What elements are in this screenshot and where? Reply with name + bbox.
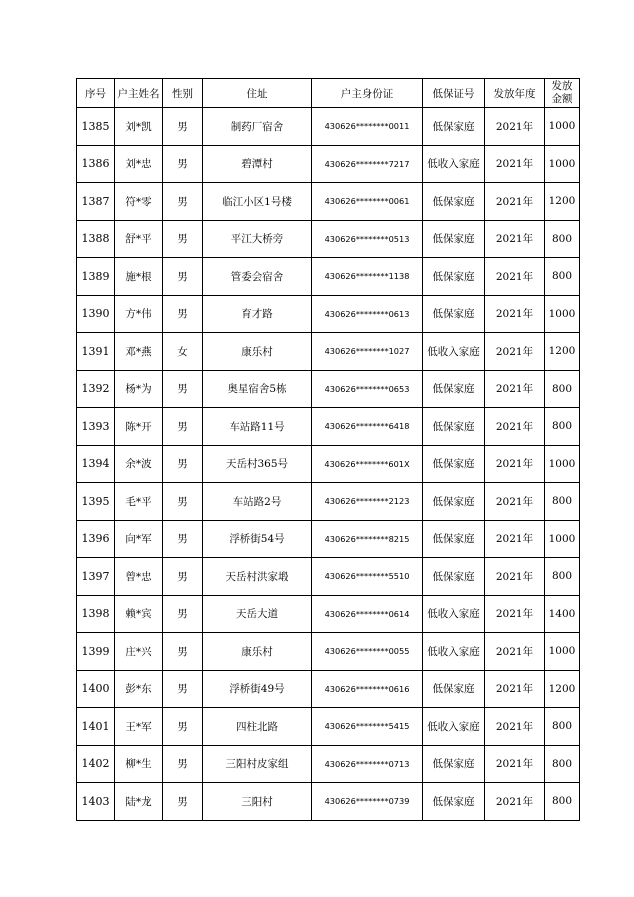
row-year: 2021年 — [485, 745, 545, 783]
row-no: 1386 — [77, 145, 115, 183]
row-year: 2021年 — [485, 370, 545, 408]
row-sex: 男 — [163, 220, 203, 258]
row-sex: 男 — [163, 408, 203, 446]
table-row — [77, 708, 580, 746]
row-address: 车站路2号 — [203, 483, 312, 521]
row-cert: 低收入家庭 — [423, 708, 485, 746]
row-id: 430626********1027 — [312, 333, 423, 371]
row-cert: 低保家庭 — [423, 295, 485, 333]
row-sex: 男 — [163, 145, 203, 183]
row-id: 430626********0616 — [312, 670, 423, 708]
row-amount: 800 — [545, 370, 580, 408]
row-address: 育才路 — [203, 295, 312, 333]
row-name: 邓*燕 — [115, 333, 163, 371]
row-address: 浮桥街54号 — [203, 520, 312, 558]
row-no: 1391 — [77, 333, 115, 371]
row-year: 2021年 — [485, 783, 545, 821]
row-sex: 男 — [163, 108, 203, 146]
row-cert: 低保家庭 — [423, 408, 485, 446]
header-amount-line1: 发放 — [551, 80, 573, 92]
row-sex: 男 — [163, 670, 203, 708]
row-sex: 男 — [163, 295, 203, 333]
row-no: 1396 — [77, 520, 115, 558]
row-cert: 低保家庭 — [423, 258, 485, 296]
row-amount: 800 — [545, 220, 580, 258]
row-id: 430626********7217 — [312, 145, 423, 183]
row-name: 赖*宾 — [115, 595, 163, 633]
table-row — [77, 783, 580, 821]
table-row — [77, 108, 580, 146]
row-no: 1399 — [77, 633, 115, 671]
row-name: 向*军 — [115, 520, 163, 558]
row-cert: 低保家庭 — [423, 520, 485, 558]
table-row — [77, 670, 580, 708]
table-row — [77, 445, 580, 483]
row-no: 1400 — [77, 670, 115, 708]
row-address: 临江小区1号楼 — [203, 183, 312, 221]
relief-table — [76, 78, 580, 821]
row-no: 1389 — [77, 258, 115, 296]
row-name: 刘*忠 — [115, 145, 163, 183]
row-year: 2021年 — [485, 558, 545, 596]
row-no: 1388 — [77, 220, 115, 258]
table-row — [77, 633, 580, 671]
row-name: 陈*开 — [115, 408, 163, 446]
row-sex: 女 — [163, 333, 203, 371]
header-sex: 性别 — [163, 79, 203, 108]
header-address: 住址 — [203, 79, 312, 108]
header-name: 户主姓名 — [115, 79, 163, 108]
row-address: 车站路11号 — [203, 408, 312, 446]
row-year: 2021年 — [485, 520, 545, 558]
table-row — [77, 520, 580, 558]
row-sex: 男 — [163, 745, 203, 783]
row-cert: 低保家庭 — [423, 558, 485, 596]
table-row — [77, 595, 580, 633]
row-sex: 男 — [163, 258, 203, 296]
row-address: 浮桥街49号 — [203, 670, 312, 708]
row-amount: 800 — [545, 408, 580, 446]
row-amount: 800 — [545, 783, 580, 821]
row-name: 符*零 — [115, 183, 163, 221]
row-id: 430626********0011 — [312, 108, 423, 146]
table-row — [77, 558, 580, 596]
row-year: 2021年 — [485, 333, 545, 371]
row-cert: 低收入家庭 — [423, 595, 485, 633]
row-amount: 1200 — [545, 183, 580, 221]
row-id: 430626********0739 — [312, 783, 423, 821]
row-cert: 低收入家庭 — [423, 333, 485, 371]
row-address: 碧潭村 — [203, 145, 312, 183]
row-year: 2021年 — [485, 445, 545, 483]
row-address: 康乐村 — [203, 333, 312, 371]
row-sex: 男 — [163, 633, 203, 671]
row-name: 杨*为 — [115, 370, 163, 408]
row-cert: 低保家庭 — [423, 483, 485, 521]
row-sex: 男 — [163, 183, 203, 221]
row-amount: 800 — [545, 708, 580, 746]
row-no: 1403 — [77, 783, 115, 821]
table-row — [77, 145, 580, 183]
row-sex: 男 — [163, 783, 203, 821]
row-id: 430626********0614 — [312, 595, 423, 633]
row-cert: 低保家庭 — [423, 370, 485, 408]
row-year: 2021年 — [485, 220, 545, 258]
row-sex: 男 — [163, 708, 203, 746]
row-address: 制药厂宿舍 — [203, 108, 312, 146]
table-row — [77, 408, 580, 446]
row-address: 平江大桥旁 — [203, 220, 312, 258]
table-row — [77, 483, 580, 521]
row-address: 三阳村皮家组 — [203, 745, 312, 783]
row-address: 天岳村洪家塅 — [203, 558, 312, 596]
table-row — [77, 333, 580, 371]
row-id: 430626********2123 — [312, 483, 423, 521]
row-year: 2021年 — [485, 183, 545, 221]
row-cert: 低保家庭 — [423, 745, 485, 783]
row-no: 1401 — [77, 708, 115, 746]
row-id: 430626********601X — [312, 445, 423, 483]
row-name: 施*根 — [115, 258, 163, 296]
row-no: 1395 — [77, 483, 115, 521]
row-cert: 低收入家庭 — [423, 633, 485, 671]
row-no: 1385 — [77, 108, 115, 146]
row-cert: 低保家庭 — [423, 445, 485, 483]
row-name: 舒*平 — [115, 220, 163, 258]
row-year: 2021年 — [485, 708, 545, 746]
header-id: 户主身份证 — [312, 79, 423, 108]
row-address: 三阳村 — [203, 783, 312, 821]
table-row — [77, 745, 580, 783]
row-amount: 800 — [545, 258, 580, 296]
row-name: 陆*龙 — [115, 783, 163, 821]
row-id: 430626********0513 — [312, 220, 423, 258]
header-cert: 低保证号 — [423, 79, 485, 108]
row-name: 余*波 — [115, 445, 163, 483]
row-amount: 1000 — [545, 633, 580, 671]
row-amount: 1000 — [545, 445, 580, 483]
table-row — [77, 220, 580, 258]
table-row — [77, 183, 580, 221]
row-amount: 800 — [545, 745, 580, 783]
row-amount: 1200 — [545, 670, 580, 708]
row-amount: 800 — [545, 483, 580, 521]
row-year: 2021年 — [485, 633, 545, 671]
row-no: 1394 — [77, 445, 115, 483]
row-no: 1398 — [77, 595, 115, 633]
row-cert: 低保家庭 — [423, 670, 485, 708]
table-row — [77, 258, 580, 296]
row-no: 1402 — [77, 745, 115, 783]
row-name: 柳*生 — [115, 745, 163, 783]
row-amount: 1200 — [545, 333, 580, 371]
row-year: 2021年 — [485, 108, 545, 146]
row-id: 430626********0061 — [312, 183, 423, 221]
row-amount: 1400 — [545, 595, 580, 633]
row-name: 方*伟 — [115, 295, 163, 333]
row-amount: 1000 — [545, 108, 580, 146]
row-id: 430626********5415 — [312, 708, 423, 746]
row-name: 庄*兴 — [115, 633, 163, 671]
row-cert: 低保家庭 — [423, 183, 485, 221]
row-sex: 男 — [163, 520, 203, 558]
row-name: 刘*凯 — [115, 108, 163, 146]
row-id: 430626********0653 — [312, 370, 423, 408]
row-name: 毛*平 — [115, 483, 163, 521]
header-no: 序号 — [77, 79, 115, 108]
row-id: 430626********0055 — [312, 633, 423, 671]
table-body — [77, 108, 580, 821]
header-year: 发放年度 — [485, 79, 545, 108]
row-no: 1387 — [77, 183, 115, 221]
row-year: 2021年 — [485, 408, 545, 446]
row-cert: 低保家庭 — [423, 108, 485, 146]
row-year: 2021年 — [485, 258, 545, 296]
row-id: 430626********0713 — [312, 745, 423, 783]
row-amount: 1000 — [545, 145, 580, 183]
row-sex: 男 — [163, 483, 203, 521]
header-row — [77, 79, 580, 108]
row-cert: 低保家庭 — [423, 220, 485, 258]
row-amount: 800 — [545, 558, 580, 596]
row-sex: 男 — [163, 558, 203, 596]
row-name: 彭*东 — [115, 670, 163, 708]
row-cert: 低收入家庭 — [423, 145, 485, 183]
row-id: 430626********0613 — [312, 295, 423, 333]
header-amount-line2: 金额 — [551, 93, 573, 105]
row-year: 2021年 — [485, 670, 545, 708]
row-address: 天岳村365号 — [203, 445, 312, 483]
row-id: 430626********5510 — [312, 558, 423, 596]
row-year: 2021年 — [485, 595, 545, 633]
row-amount: 1000 — [545, 520, 580, 558]
row-year: 2021年 — [485, 145, 545, 183]
row-no: 1393 — [77, 408, 115, 446]
row-address: 四柱北路 — [203, 708, 312, 746]
row-name: 王*军 — [115, 708, 163, 746]
row-no: 1397 — [77, 558, 115, 596]
row-address: 管委会宿舍 — [203, 258, 312, 296]
row-sex: 男 — [163, 445, 203, 483]
row-id: 430626********6418 — [312, 408, 423, 446]
header-amount — [545, 79, 580, 108]
row-address: 康乐村 — [203, 633, 312, 671]
row-sex: 男 — [163, 595, 203, 633]
row-id: 430626********8215 — [312, 520, 423, 558]
row-amount: 1000 — [545, 295, 580, 333]
row-cert: 低保家庭 — [423, 783, 485, 821]
table-row — [77, 370, 580, 408]
row-no: 1392 — [77, 370, 115, 408]
row-address: 奥星宿舍5栋 — [203, 370, 312, 408]
row-sex: 男 — [163, 370, 203, 408]
row-year: 2021年 — [485, 483, 545, 521]
row-name: 曾*忠 — [115, 558, 163, 596]
table-row — [77, 295, 580, 333]
row-no: 1390 — [77, 295, 115, 333]
row-id: 430626********1138 — [312, 258, 423, 296]
row-year: 2021年 — [485, 295, 545, 333]
row-address: 天岳大道 — [203, 595, 312, 633]
